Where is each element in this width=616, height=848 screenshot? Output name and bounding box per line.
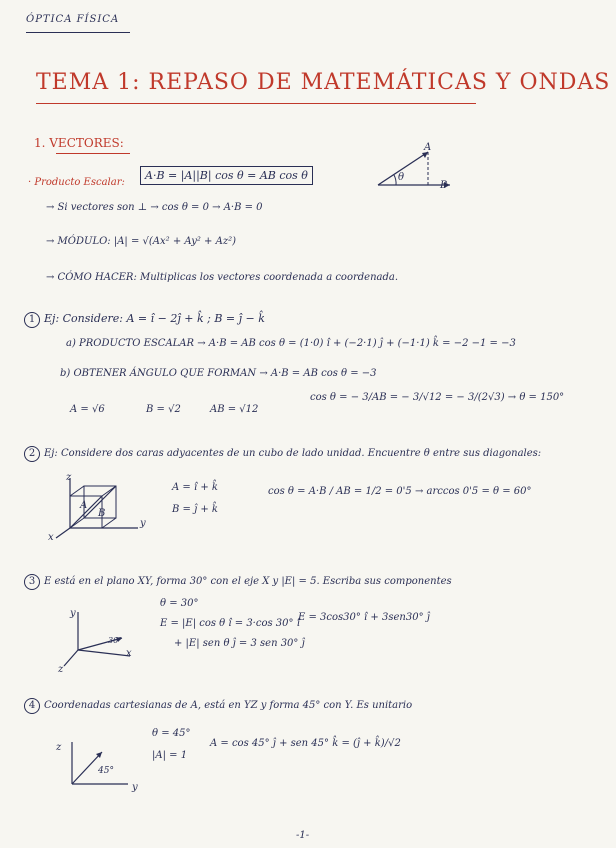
example-2-text: Ej: Considere dos caras adyacentes de un cubo de lado unidad. Encuentre θ entre sus diagonales: xyxy=(44,448,542,459)
example-3-line-2: + |E| sen θ ĵ = 3 sen 30° ĵ xyxy=(174,638,305,649)
example-3-text: E está en el plano XY, forma 30° con el eje X y |E| = 5. Escriba sus componentes xyxy=(44,576,452,587)
cube-axis-x: x xyxy=(48,532,54,543)
example-1-text: Ej: Considere: A = î − 2ĵ + k̂ ; B = ĵ − k̂ xyxy=(44,312,265,325)
title-underline xyxy=(36,103,476,104)
header-underline xyxy=(26,32,130,33)
angle-theta-label: θ xyxy=(398,172,405,183)
section-underline xyxy=(56,153,130,154)
xy-plane-diagram xyxy=(58,610,148,670)
example-1-mag-a: A = √6 xyxy=(70,404,105,415)
xy-angle-label: 30° xyxy=(108,636,123,645)
xy-axis-z: z xyxy=(58,664,64,675)
example-2-vec-a: A = î + k̂ xyxy=(172,482,218,493)
xy-axis-y: y xyxy=(70,608,76,619)
example-1-mag-ab: AB = √12 xyxy=(210,404,259,415)
example-4-modulus: |A| = 1 xyxy=(152,750,188,761)
example-1-part-b: b) OBTENER ÁNGULO QUE FORMAN → A·B = AB cos θ = −3 xyxy=(60,368,377,379)
example-3-theta: θ = 30° xyxy=(160,598,199,609)
perpendicular-note: → Si vectores son ⊥ → cos θ = 0 → A·B = 0 xyxy=(46,202,263,213)
example-1-mag-b: B = √2 xyxy=(146,404,181,415)
example-4-theta: θ = 45° xyxy=(152,728,191,739)
cube-axis-y: y xyxy=(140,518,146,529)
vector-a-label: A xyxy=(424,142,432,153)
example-1-number: 1 xyxy=(24,312,40,328)
yz-axis-y: y xyxy=(132,782,138,793)
modulo-formula: → MÓDULO: |A| = √(Ax² + Ay² + Az²) xyxy=(46,236,237,247)
yz-angle-label: 45° xyxy=(98,766,114,776)
example-4-text: Coordenadas cartesianas de A, está en YZ y forma 45° con Y. Es unitario xyxy=(44,700,413,711)
cube-axis-z: z xyxy=(66,472,72,483)
example-2-vec-b: B = ĵ + k̂ xyxy=(172,504,218,515)
example-1-part-a: a) PRODUCTO ESCALAR → A·B = AB cos θ = (1·0) î + (−2·1) ĵ + (−1·1) k̂ = −2 −1 = −3 xyxy=(66,338,516,349)
yz-plane-diagram xyxy=(60,736,140,792)
xy-axis-x: x xyxy=(126,648,132,659)
example-4-number: 4 xyxy=(24,698,40,714)
example-4-result: A = cos 45° ĵ + sen 45° k̂ = (ĵ + k̂)/√2 xyxy=(210,738,401,749)
page-number: -1- xyxy=(296,830,310,841)
dot-product-label: · Producto Escalar: xyxy=(28,177,125,188)
example-3-line-1: E = |E| cos θ î = 3·cos 30° î xyxy=(160,618,300,629)
example-2-number: 2 xyxy=(24,446,40,462)
how-to-note: → CÓMO HACER: Multiplicas los vectores coordenada a coordenada. xyxy=(46,272,399,283)
example-1-statement xyxy=(24,312,265,328)
cube-vector-b: B xyxy=(98,508,106,519)
course-header: ÓPTICA FÍSICA xyxy=(26,14,120,25)
yz-axis-z: z xyxy=(56,742,62,753)
page-title: TEMA 1: REPASO DE MATEMÁTICAS Y ONDAS xyxy=(36,70,611,95)
example-2-cos: cos θ = A·B / AB = 1/2 = 0'5 → arccos 0'5 = θ = 60° xyxy=(268,486,532,497)
example-1-cos: cos θ = − 3/AB = − 3/√12 = − 3/(2√3) → θ = 150° xyxy=(310,392,565,403)
example-3-number: 3 xyxy=(24,574,40,590)
example-4-statement xyxy=(24,698,412,714)
example-2-statement xyxy=(24,446,541,462)
cube-vector-a: A xyxy=(80,500,88,511)
section-heading: 1. VECTORES: xyxy=(34,136,124,150)
dot-product-formula: A·B = |A||B| cos θ = AB cos θ xyxy=(140,166,313,185)
example-3-result: E = 3cos30° î + 3sen30° ĵ xyxy=(298,612,430,623)
example-3-statement xyxy=(24,574,452,590)
vector-b-label: B xyxy=(440,180,448,191)
